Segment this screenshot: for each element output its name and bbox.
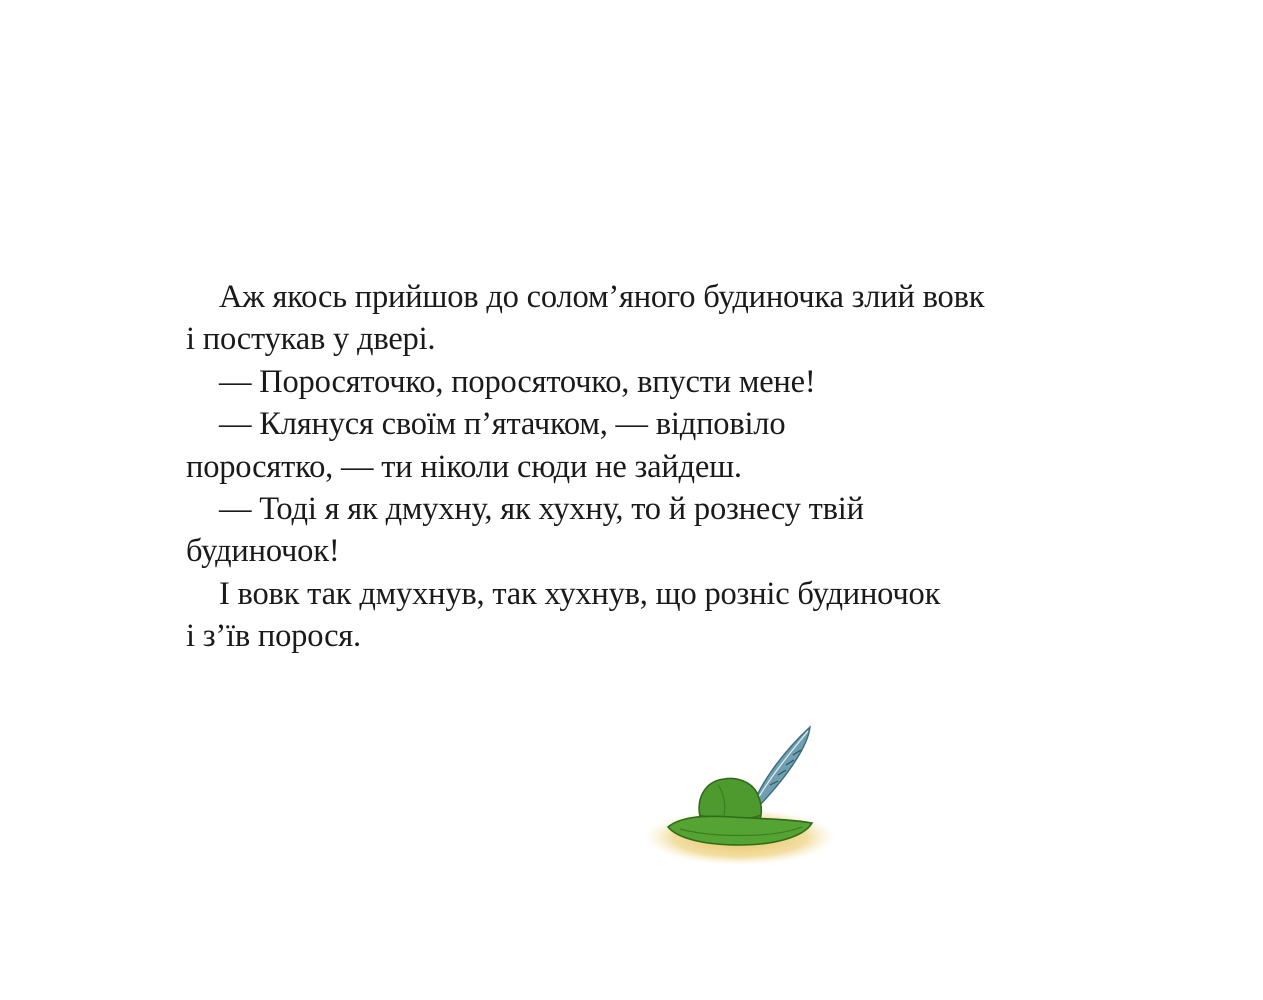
story-line-4: — Клянуся своїм п’ятачком, — відповіло — [219, 406, 786, 443]
story-line-7: будиночок! — [186, 533, 340, 570]
green-hat-with-feather-icon — [640, 715, 840, 880]
story-line-8: І вовк так дмухнув, так хухнув, що розніс будиночок — [219, 575, 941, 612]
story-line-2: і постукав у двері. — [186, 321, 436, 358]
story-text — [186, 276, 1066, 658]
story-line-6: — Тоді я як дмухну, як хухну, то й рознесу твій — [219, 491, 864, 528]
story-line-3: — Поросяточко, поросяточко, впусти мене! — [219, 363, 816, 400]
feather — [752, 727, 810, 807]
hat-crown — [699, 779, 761, 819]
story-line-1: Аж якось прийшов до солом’яного будиночка злий вовк — [219, 279, 985, 315]
story-line-5: поросятко, — ти ніколи сюди не зайдеш. — [186, 448, 742, 485]
story-line-9: і з’їв порося. — [186, 618, 361, 655]
